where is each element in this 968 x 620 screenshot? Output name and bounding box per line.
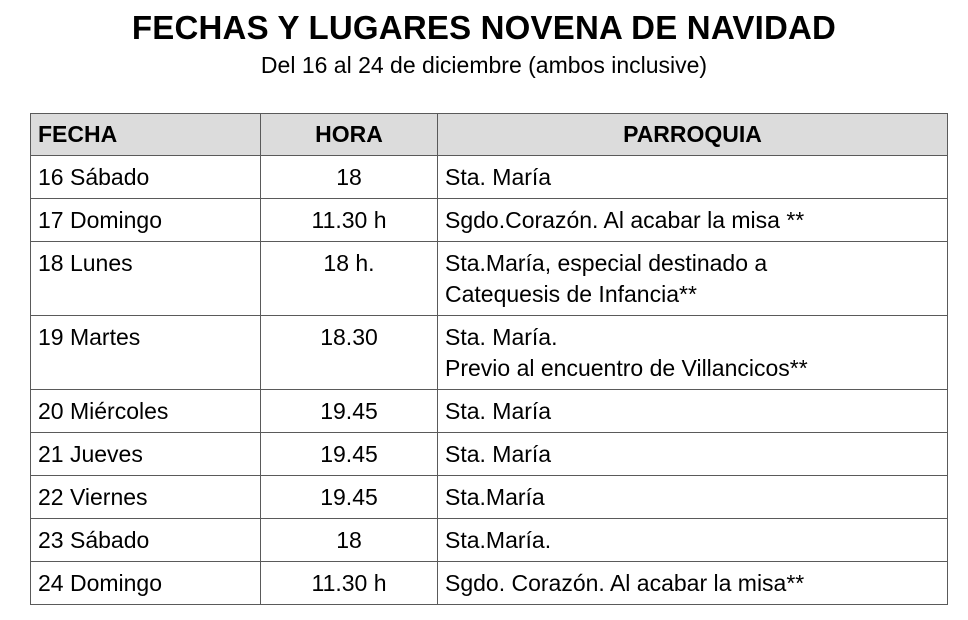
cell-parroquia <box>438 476 948 519</box>
parroquia-line: Sgdo. Corazón. Al acabar la misa** <box>445 570 805 596</box>
cell-hora: 11.30 h <box>261 562 438 605</box>
cell-fecha: 19 Martes <box>31 316 261 390</box>
cell-parroquia <box>438 242 948 316</box>
cell-hora: 18 h. <box>261 242 438 316</box>
header-hora: HORA <box>261 114 438 156</box>
table-header <box>31 114 948 156</box>
cell-fecha: 17 Domingo <box>31 199 261 242</box>
table-row <box>31 390 948 433</box>
cell-parroquia <box>438 433 948 476</box>
page-title: FECHAS Y LUGARES NOVENA DE NAVIDAD <box>131 9 837 46</box>
cell-parroquia <box>438 562 948 605</box>
cell-fecha: 20 Miércoles <box>31 390 261 433</box>
cell-fecha: 22 Viernes <box>31 476 261 519</box>
schedule-table <box>30 113 948 605</box>
parroquia-line: Sta. María <box>445 398 552 424</box>
header-row <box>31 114 948 156</box>
table-row <box>31 199 948 242</box>
table-row <box>31 519 948 562</box>
cell-hora: 18 <box>261 519 438 562</box>
cell-fecha: 21 Jueves <box>31 433 261 476</box>
page-subtitle: Del 16 al 24 de diciembre (ambos inclusive) <box>260 52 708 78</box>
table-row <box>31 433 948 476</box>
cell-fecha: 24 Domingo <box>31 562 261 605</box>
cell-fecha: 23 Sábado <box>31 519 261 562</box>
table-row <box>31 562 948 605</box>
parroquia-line: Sta. María <box>445 164 552 190</box>
cell-parroquia <box>438 390 948 433</box>
cell-parroquia <box>438 156 948 199</box>
cell-hora: 19.45 <box>261 433 438 476</box>
cell-fecha: 16 Sábado <box>31 156 261 199</box>
table-row <box>31 476 948 519</box>
parroquia-line: Catequesis de Infancia** <box>445 281 697 307</box>
header-parroquia: PARROQUIA <box>438 114 948 156</box>
cell-hora: 18 <box>261 156 438 199</box>
parroquia-line: Previo al encuentro de Villancicos** <box>445 355 808 381</box>
parroquia-line: Sta.María. <box>445 527 552 553</box>
parroquia-line: Sta. María. <box>445 324 558 350</box>
cell-fecha: 18 Lunes <box>31 242 261 316</box>
parroquia-line: Sta.María, especial destinado a <box>445 250 768 276</box>
cell-hora: 19.45 <box>261 390 438 433</box>
table-row <box>31 316 948 390</box>
cell-parroquia <box>438 316 948 390</box>
table-body <box>31 156 948 605</box>
parroquia-line: Sta.María <box>445 484 545 510</box>
table-row <box>31 242 948 316</box>
cell-hora: 19.45 <box>261 476 438 519</box>
header-fecha: FECHA <box>31 114 261 156</box>
parroquia-line: Sta. María <box>445 441 552 467</box>
cell-parroquia <box>438 519 948 562</box>
cell-hora: 11.30 h <box>261 199 438 242</box>
table-row <box>31 156 948 199</box>
cell-parroquia <box>438 199 948 242</box>
parroquia-line: Sgdo.Corazón. Al acabar la misa ** <box>445 207 805 233</box>
cell-hora: 18.30 <box>261 316 438 390</box>
